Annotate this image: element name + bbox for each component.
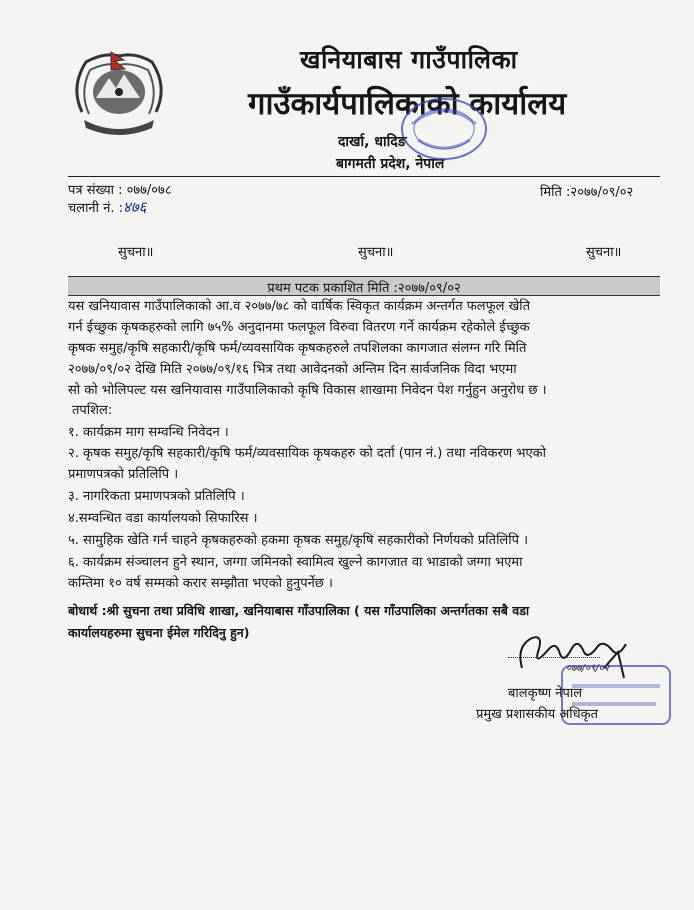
nepal-emblem-icon	[64, 42, 174, 142]
body-line: २०७७/०९/०२ देखि मिति २०७७/०९/१६ भित्र तथा आवेदनको अन्तिम दिन सार्वजनिक विदा भएमा	[68, 362, 517, 377]
notice-label-right: सुचना॥	[586, 245, 622, 260]
published-date-text: प्रथम पटक प्रकाशित मिति :२०७७/०९/०२	[267, 281, 461, 296]
tapsil-label: तपशिल:	[72, 403, 113, 418]
district-line: दार्खा, धादिङ	[338, 134, 407, 150]
list-item: ५. सामुहिक खेति गर्न चाहने कृषकहरुको हकमा कृषक समुह/कृषि सहकारीको निर्णयको प्रतिलिपि ।	[68, 533, 529, 548]
dispatch-number: चलानी नं. :४७६	[68, 198, 147, 216]
cc-line: कार्यालयहरुमा सुचना ईमेल गरिदिनु हुन)	[68, 625, 250, 640]
signature-line	[508, 657, 600, 658]
list-item: ४.सम्वन्धित वडा कार्यालयको सिफारिस ।	[68, 511, 258, 526]
body-line: गर्न ईच्छुक कृषकहरुको लागि ७५% अनुदानमा फलफूल विरुवा वितरण गर्ने कार्यक्रम रहेकोले ईच्छुक	[68, 320, 530, 335]
cc-line: बोधार्थ :श्री सुचना तथा प्रविधि शाखा, खनियाबास गाँउपालिका ( यस गाँउपालिका अन्तर्गतका सबै वडा	[68, 603, 530, 618]
body-line: कृषक समुह/कृषि सहकारी/कृषि फर्म/व्यवसायिक कृषकहरुले तपशिलका कागजात संलग्न गरि मिति	[68, 341, 527, 356]
office-name: गाउँकार्यपालिकाको कार्यालय	[248, 86, 567, 122]
letter-date: मिति :२०७७/०९/०२	[540, 185, 634, 200]
list-item: ३. नागरिकता प्रमाणपत्रको प्रतिलिपि ।	[68, 489, 245, 504]
notice-label-center: सुचना॥	[358, 245, 394, 260]
body-line: यस खनियावास गाउँपालिकाको आ.व २०७७/७८ को वार्षिक स्विकृत कार्यक्रम अन्तर्गत फलफूल खेति	[68, 299, 530, 314]
list-item: प्रमाणपत्रको प्रतिलिपि ।	[68, 467, 179, 482]
dispatch-handwritten: ४७६	[123, 198, 147, 216]
signatory-title: प्रमुख प्रशासकीय अधिकृत	[476, 707, 599, 722]
list-item: ६. कार्यक्रम संञ्चालन हुने स्थान, जग्गा जमिनको स्वामित्व खुल्ने कागजात वा भाडाको जग्गा भएमा	[68, 555, 523, 570]
office-stamp-icon	[398, 94, 490, 164]
body-line: सो को भोलिपल्ट यस खनियावास गाउँपालिकाको कृषि विकास शाखामा निवेदन पेश गर्नुहुन अनुरोध छ ।	[68, 383, 547, 398]
notice-label-left: सुचना॥	[118, 245, 154, 260]
province-line: बागमती प्रदेश, नेपाल	[336, 156, 445, 172]
list-item: १. कार्यक्रम माग सम्वन्धि निवेदन ।	[68, 425, 229, 440]
published-date-bar	[68, 276, 660, 296]
letter-number: पत्र संख्या : ०७७/०७८	[68, 183, 172, 198]
signature-date: ०७७/०९/०२	[566, 663, 610, 674]
signatory-name: बालकृष्ण नेपाल	[508, 686, 583, 701]
list-item: २. कृषक समुह/कृषि सहकारी/कृषि फर्म/व्यवसायिक कृषकहरु को दर्ता (पान नं.) तथा नविकरण भएको	[68, 446, 547, 461]
header-divider	[68, 176, 660, 177]
municipality-name: खनियाबास गाउँपालिका	[300, 45, 518, 74]
list-item: कम्तिमा १० वर्ष सम्मको करार सम्झौता भएको हुनुपर्नेछ ।	[68, 576, 333, 591]
